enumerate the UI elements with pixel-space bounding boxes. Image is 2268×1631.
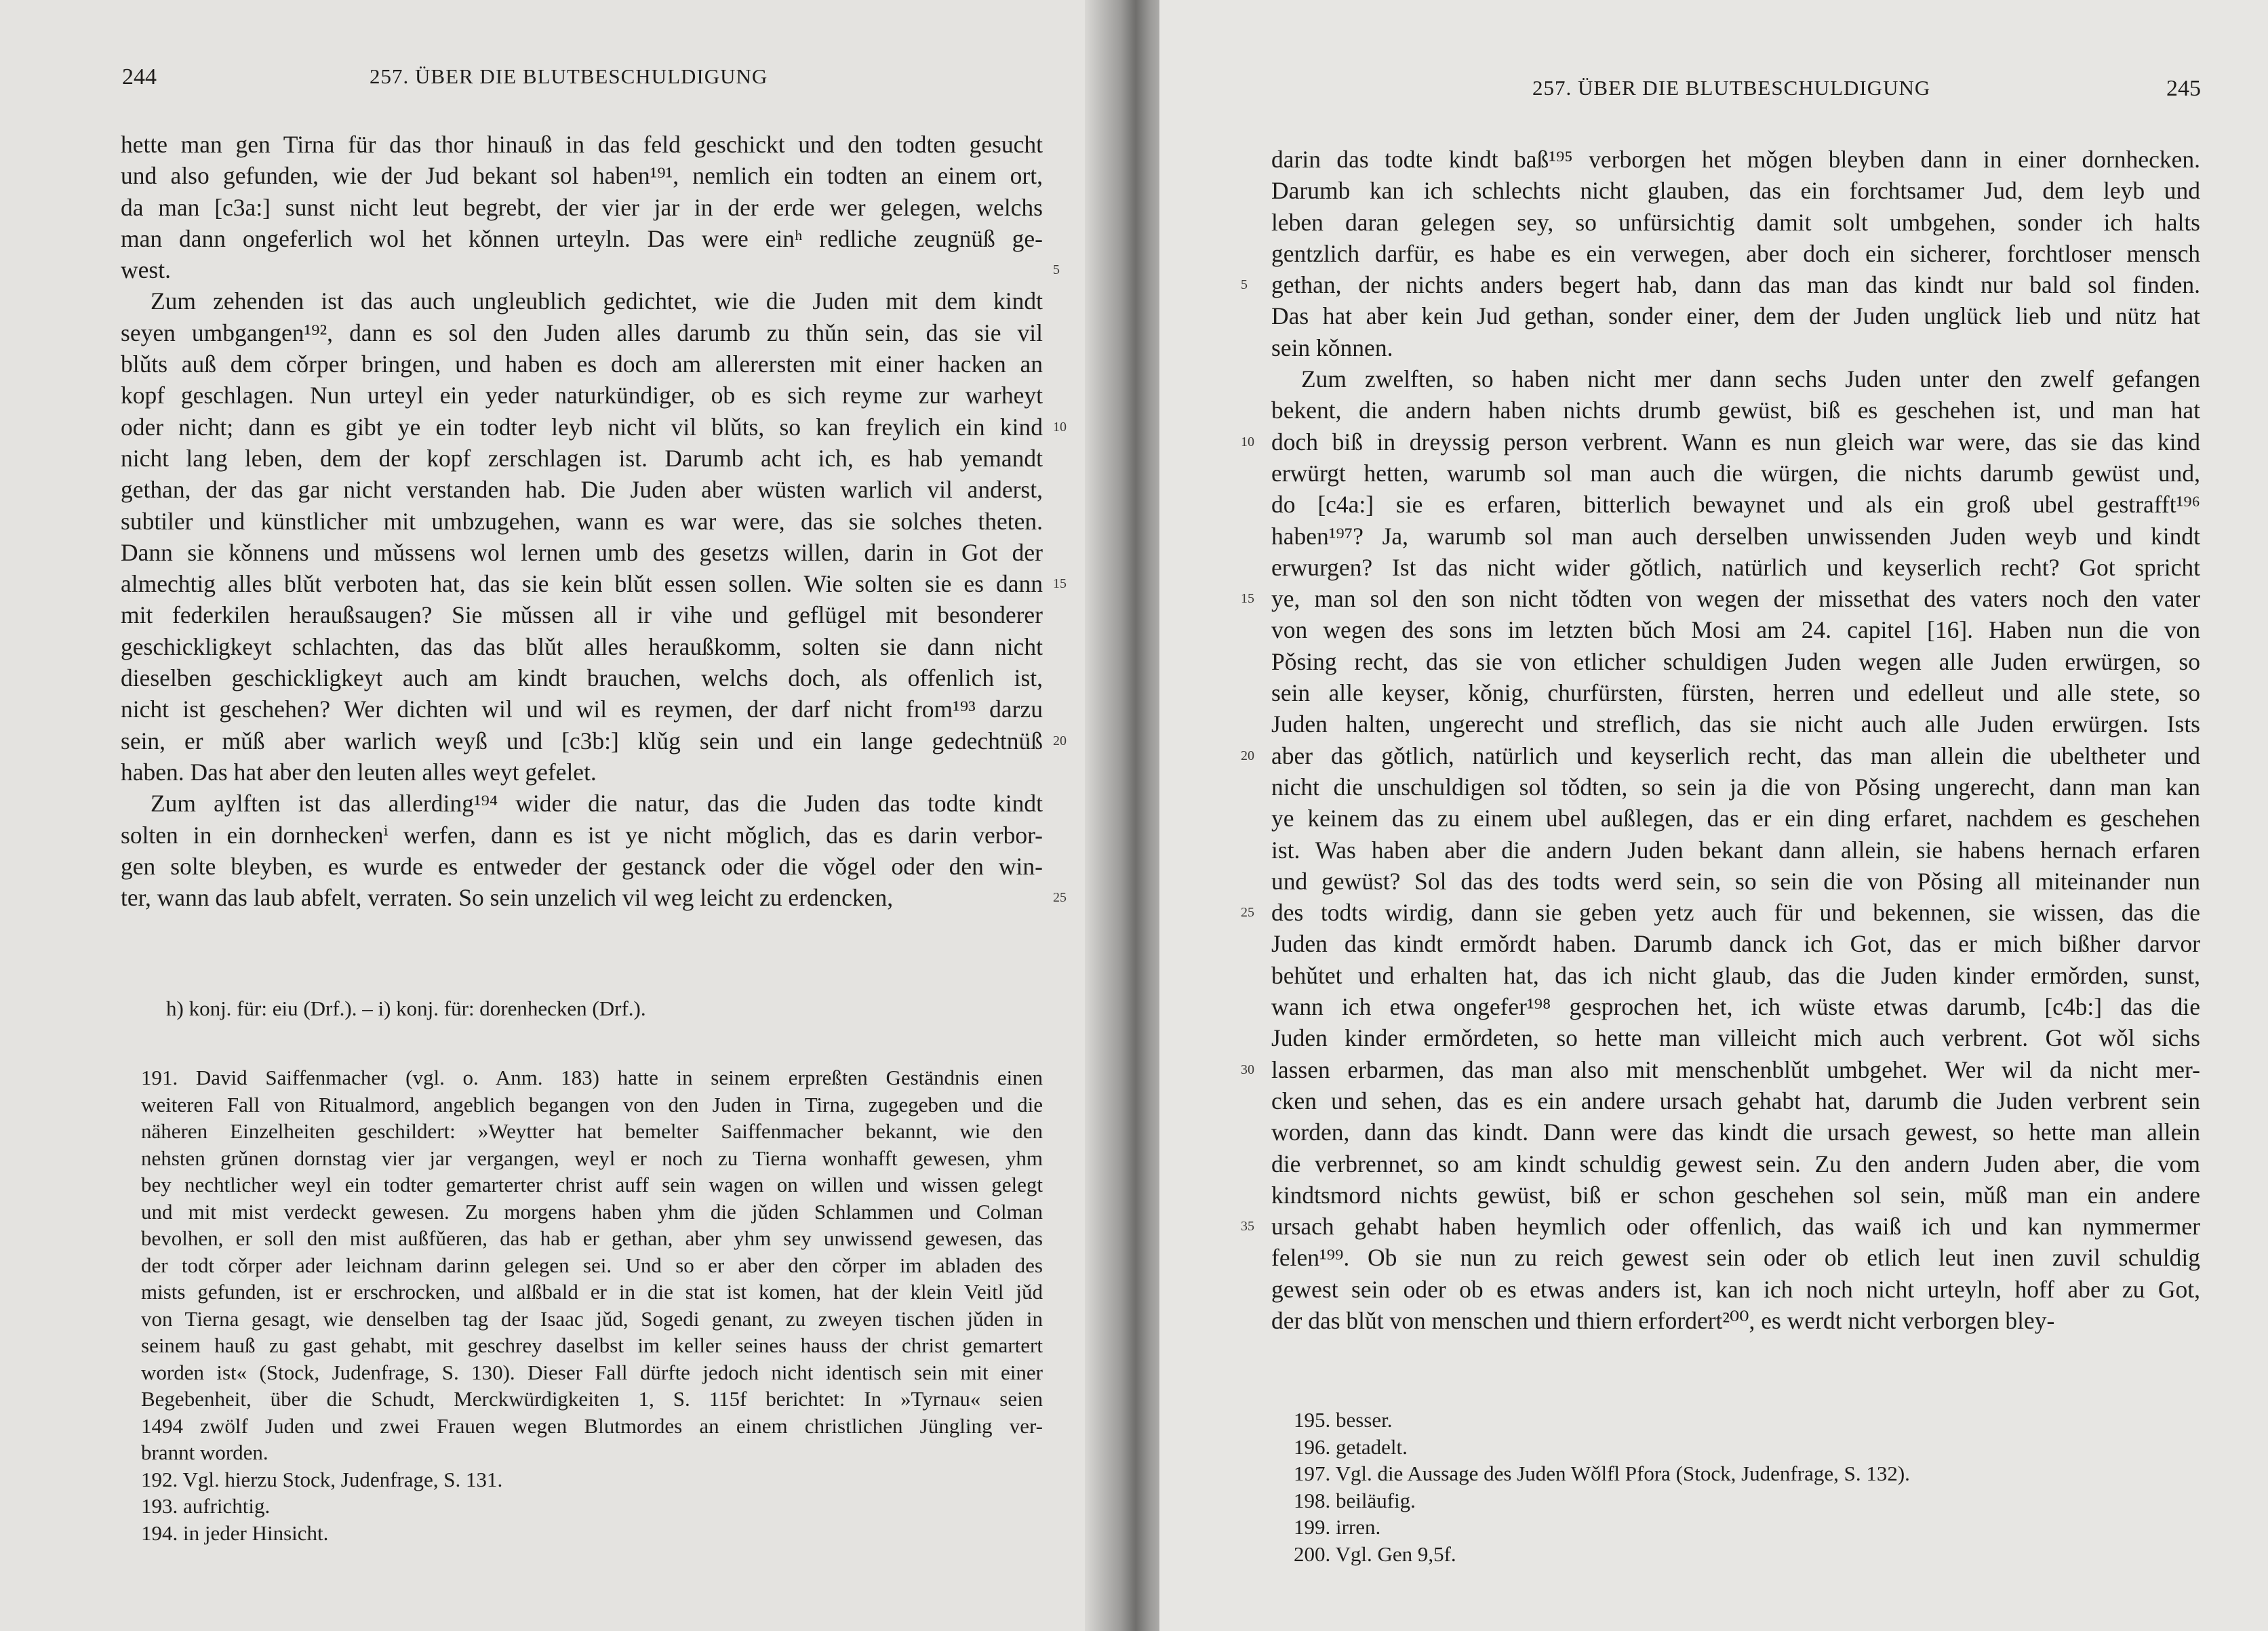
footnote-text: 192. Vgl. hierzu Stock, Judenfrage, S. 131. (141, 1467, 503, 1491)
line-number: 30 (1241, 1062, 1254, 1077)
body-line (121, 317, 1043, 348)
body-line-text: ye, man sol den son nicht tǒdten von wegen der missethat des vaters noch den vater (1271, 585, 2200, 613)
body-line (121, 380, 1043, 411)
footnote-line (141, 1171, 1043, 1199)
body-line (121, 223, 1043, 254)
body-line-text: gentzlich darfür, es habe es ein verwegen, aber doch ein sicherer, forchtloser mensch (1271, 239, 2200, 267)
body-line-text: seyen umbgangen¹⁹², dann es sol den Juden alles darumb zu thǔn sein, das sie vil (121, 319, 1043, 346)
footnote-line (141, 1091, 1043, 1119)
footnote-text: Begebenheit, über die Schudt, Merckwürdigkeiten 1, S. 115f berichtet: In »Tyrnau« seien (141, 1387, 1043, 1411)
body-line (1271, 897, 2200, 928)
body-line-text: gewest sein oder ob es etwas anders ist, kan ich noch nicht urteyln, hoff aber zu Got, (1271, 1275, 2200, 1303)
footnote-text: näheren Einzelheiten geschildert: »Weytter hat bemelter Saiffenmacher bekannt, wie den (141, 1119, 1043, 1143)
footnote-text: von Tierna gesagt, wie denselben tag der Isaac jǔd, Sogedi genant, zu zweyen tischen jǔden in (141, 1306, 1043, 1331)
body-line (1271, 866, 2200, 897)
body-line-text: hette man gen Tirna für das thor hinauß in das feld geschickt und den todten gesucht (121, 131, 1043, 158)
body-line (1271, 207, 2200, 238)
body-line (1271, 1085, 2200, 1116)
body-line (121, 820, 1043, 851)
line-number: 25 (1241, 905, 1254, 921)
left-running-head: 257. ÜBER DIE BLUTBESCHULDIGUNG (370, 64, 768, 88)
body-line-text: sein alle keyser, kǒnig, churfürsten, fürsten, herren und edelleut und alle stete, so (1271, 679, 2200, 707)
body-line-text: almechtig alles blǔt verboten hat, das sie kein blǔt essen sollen. Wie solten sie es dann (121, 570, 1043, 598)
body-line-text: haben. Das hat aber den leuten alles weyt gefelet. (121, 758, 597, 786)
line-number: 25 (1053, 890, 1067, 906)
body-line-text: kindtsmord nichts gewüst, biß er schon geschehen sol sein, mǔß man ein andere (1271, 1181, 2200, 1209)
line-number: 35 (1241, 1219, 1254, 1234)
footnote-line (141, 1118, 1043, 1145)
body-line (1271, 458, 2200, 489)
body-line (1271, 614, 2200, 645)
footnote-line (141, 1199, 1043, 1226)
body-line-text: sein, er mǔß aber warlich weyß und [c3b:] klǔg sein und ein lange gedechtnüß (121, 727, 1043, 754)
body-line (121, 693, 1043, 725)
body-line-text: ter, wann das laub abfelt, verraten. So sein unzelich vil weg leicht zu erdencken, (121, 884, 894, 912)
line-number: 5 (1241, 277, 1248, 293)
body-line (1271, 144, 2200, 175)
body-line (1271, 740, 2200, 771)
body-line-text: geschickligkeyt schlachten, das das blǔt alles heraußkomm, solten sie dann nicht (121, 632, 1043, 660)
body-line (121, 631, 1043, 662)
body-line-text: blǔts auß dem cǒrper bringen, und haben es doch am allerersten mit einer hacken an (121, 350, 1043, 378)
body-line-text: wann ich etwa ongefer¹⁹⁸ gesprochen het, ich wüste etwas darumb, [c4b:] das die (1271, 993, 2200, 1021)
footnote-text: 197. Vgl. die Aussage des Juden Wǒlfl Pfora (Stock, Judenfrage, S. 132). (1294, 1462, 1910, 1485)
footnote-text: 1494 zwölf Juden und zwei Frauen wegen Blutmordes an einem christlichen Jüngling ver- (141, 1413, 1043, 1438)
body-line (1271, 928, 2200, 959)
body-line-text: Dann sie kǒnnens und mǔssens wol lernen umb des gesetzs willen, darin in Got der (121, 538, 1043, 566)
body-line (121, 443, 1043, 474)
footnote-text: seinem hauß zu gast gehabt, mit geschrey daselbst im keller seines hauss der christ gemartert (141, 1333, 1043, 1357)
body-line (121, 192, 1043, 223)
footnote-text: 200. Vgl. Gen 9,5f. (1294, 1542, 1456, 1566)
body-line (121, 348, 1043, 380)
body-line (1271, 1148, 2200, 1180)
line-number: 10 (1053, 419, 1067, 435)
footnote-line (141, 1278, 1043, 1306)
body-line-text: lassen erbarmen, das man also mit menschenblǔt umbgehet. Wer wil da nicht mer- (1271, 1055, 2200, 1083)
body-line (1271, 1054, 2200, 1085)
line-number: 20 (1053, 733, 1067, 748)
footnote-text: mists gefunden, ist er erschrocken, und alßbald er in die stat ist komen, hat der klein Veitl jǔd (141, 1280, 1043, 1304)
footnote-text: 198. beiläufig. (1294, 1488, 1416, 1512)
body-line-text: Juden kinder ermǒrdeten, so hette man villeicht mich auch verbrent. Got wǒl sichs (1271, 1024, 2200, 1052)
body-line (1271, 834, 2200, 866)
line-number: 10 (1241, 434, 1254, 449)
body-line-text: leben daran gelegen sey, so unfürsichtig damit solt umbgehen, sonder ich halts (1271, 208, 2200, 236)
footnote-line (141, 1145, 1043, 1172)
footnote-line (141, 1466, 1043, 1493)
body-line (121, 474, 1043, 505)
body-line (1271, 395, 2200, 426)
body-line-text: subtiler und künstlicher mit umbzugehen, wann es war were, das sie solches theten. (121, 507, 1043, 535)
footnote-text: brannt worden. (141, 1441, 268, 1464)
body-line-text: erwurgen? Ist das nicht wider gǒtlich, natürlich und keyserlich recht? Got spricht (1271, 553, 2200, 581)
body-line (1271, 708, 2200, 740)
footnote-text: und mit mist verdeckt gewesen. Zu morgens haben yhm die jǔden Schlammen und Colman (141, 1199, 1043, 1224)
body-line (1271, 269, 2200, 300)
body-line (121, 757, 1043, 788)
body-line (1271, 1211, 2200, 1242)
body-line (121, 851, 1043, 882)
body-line (1271, 1180, 2200, 1211)
body-line (1271, 991, 2200, 1022)
body-line (1271, 1242, 2200, 1273)
body-line-text: kopf geschlagen. Nun urteyl ein yeder naturkündiger, ob es sich reyme zur warheyt (121, 382, 1043, 409)
footnote-line (1294, 1514, 1910, 1541)
body-line-text: gethan, der das gar nicht verstanden hab. Die Juden aber wüsten warlich vil anderst, (121, 476, 1043, 504)
body-line-text: ist. Was haben aber die andern Juden bekant dann allein, sie habens hernach erfaren (1271, 836, 2200, 864)
body-line (121, 411, 1043, 443)
left-footnotes (141, 1064, 1043, 1546)
body-line-text: gen solte bleyben, es wurde es entweder der gestanck oder die vǒgel oder den win- (121, 852, 1043, 880)
body-line (1271, 332, 2200, 363)
body-line-text: Zum aylften ist das allerding¹⁹⁴ wider die natur, das die Juden das todte kindt (151, 790, 1043, 818)
footnote-line (141, 1413, 1043, 1440)
body-line-text: worden, dann das kindt. Dann were das kindt die ursach gewest, so hette man allein (1271, 1119, 2200, 1146)
body-line (121, 129, 1043, 160)
body-line-text: sein kǒnnen. (1271, 334, 1393, 361)
body-line-text: Das hat aber kein Jud gethan, sonder einer, dem der Juden unglück lieb und nütz hat (1271, 302, 2200, 330)
body-line-text: bekent, die andern haben nichts drumb gewüst, biß es geschehen ist, und man hat (1271, 397, 2200, 424)
footnote-line (141, 1386, 1043, 1413)
body-line (1271, 552, 2200, 583)
body-line-text: der das blǔt von menschen und thiern erfordert²⁰⁰, es werdt nicht verborgen bley- (1271, 1306, 2055, 1334)
body-line-text: dieselben geschickligkeyt auch am kindt brauchen, welchs doch, als offenlich ist, (121, 664, 1043, 692)
footnote-text: 195. besser. (1294, 1408, 1393, 1432)
body-line-text: darin das todte kindt baß¹⁹⁵ verborgen het mǒgen bleyben dann in einer dornhecken. (1271, 146, 2200, 173)
footnote-text: 199. irren. (1294, 1515, 1381, 1539)
footnote-line (141, 1225, 1043, 1252)
body-line-text: nicht die unschuldigen sol tǒdten, so sein ja die von Pǒsing ungerecht, dann man kan (1271, 773, 2200, 801)
body-line (1271, 803, 2200, 834)
body-line-text: behǔtet und erhalten hat, das ich nicht glaub, das die Juden kinder ermǒrden, sunst, (1271, 961, 2200, 989)
body-line-text: gethan, der nichts anders begert hab, dann das man das kindt nur bald sol finden. (1271, 271, 2200, 299)
left-page-number: 244 (122, 64, 157, 89)
body-line (121, 506, 1043, 537)
right-page-number: 245 (2166, 76, 2201, 101)
body-line-text: nicht lang leben, dem der kopf zerschlagen ist. Darumb acht ich, es hab yemandt (121, 444, 1043, 472)
body-line (1271, 960, 2200, 991)
right-page (1159, 0, 2268, 1631)
body-line-text: Juden halten, ungerecht und streflich, das sie nicht auch alle Juden erwürgen. Ists (1271, 710, 2200, 738)
body-line (121, 662, 1043, 693)
body-line (1271, 426, 2200, 458)
body-line (121, 788, 1043, 819)
footnote-line (1294, 1460, 1910, 1487)
line-number: 15 (1241, 591, 1254, 607)
left-critical-note: h) konj. für: eiu (Drf.). – i) konj. für: dorenhecken (Drf.). (166, 996, 646, 1020)
body-line (1271, 300, 2200, 331)
footnote-line (141, 1359, 1043, 1386)
line-number: 15 (1053, 576, 1067, 592)
footnote-line (141, 1493, 1043, 1520)
body-line-text: Juden das kindt ermǒrdt haben. Darumb danck ich Got, das er mich bißher darvor (1271, 930, 2200, 958)
body-line (121, 537, 1043, 568)
body-line (1271, 238, 2200, 269)
footnote-line (141, 1252, 1043, 1279)
body-line-text: Zum zwelften, so haben nicht mer dann sechs Juden unter den zwelf gefangen (1301, 365, 2200, 393)
body-line (1271, 521, 2200, 552)
body-line (1271, 363, 2200, 395)
footnote-text: weiteren Fall von Ritualmord, angeblich begangen von den Juden in Tirna, zugegeben und die (141, 1092, 1043, 1116)
body-line-text: von wegen des sons im letzten bǔch Mosi am 24. capitel [16]. Haben nun die von (1271, 616, 2200, 644)
right-body-text (1241, 144, 2200, 1336)
body-line-text: die verbrennet, so am kindt schuldig gewest sein. Zu den andern Juden aber, die vom (1271, 1150, 2200, 1177)
footnote-line (1294, 1541, 1910, 1568)
body-line-text: do [c4a:] sie es erfaren, bitterlich bewaynet und als ein groß ubel gestrafft¹⁹⁶ (1271, 491, 2200, 519)
footnote-line (141, 1520, 1043, 1547)
body-line-text: und gewüst? Sol das des todts werd sein, so sein die von Pǒsing all miteinander nun (1271, 867, 2200, 895)
footnote-text: nehsten grǔnen dornstag vier jar vergangen, weyl er noch zu Tierna wonhafft gewesen, yhm (141, 1146, 1043, 1170)
body-line (1271, 771, 2200, 803)
footnote-line (1294, 1434, 1910, 1461)
body-line-text: oder nicht; dann es gibt ye ein todter leyb nicht vil blǔts, so kan freylich ein kind (121, 413, 1043, 441)
body-line (1271, 489, 2200, 520)
body-line (1271, 1305, 2200, 1336)
footnote-line (141, 1439, 1043, 1466)
footnote-text: bey nechtlicher weyl ein todter gemarterter christ auff sein wagen on willen und wissen gelegt (141, 1173, 1043, 1196)
body-line (1271, 175, 2200, 206)
body-line (121, 568, 1043, 599)
body-line (121, 882, 1043, 913)
body-line-text: Pǒsing recht, das sie von etlicher schuldigen Juden wegen alle Juden erwürgen, so (1271, 647, 2200, 675)
body-line-text: ursach gehabt haben heymlich oder offenlich, das waiß ich und kan nymmermer (1271, 1213, 2200, 1241)
left-body-text (121, 129, 1067, 913)
footnote-line (141, 1306, 1043, 1333)
body-line (121, 285, 1043, 317)
line-number: 20 (1241, 748, 1254, 763)
left-page (0, 0, 1112, 1631)
body-line (1271, 1022, 2200, 1053)
body-line-text: und also gefunden, wie der Jud bekant sol haben¹⁹¹, nemlich ein todten an einem ort, (121, 162, 1043, 190)
right-running-head: 257. ÜBER DIE BLUTBESCHULDIGUNG (1532, 76, 1931, 100)
footnote-text: 194. in jeder Hinsicht. (141, 1521, 329, 1545)
body-line (1271, 1274, 2200, 1305)
body-line (121, 599, 1043, 630)
body-line (121, 160, 1043, 191)
footnote-text: bevolhen, er soll den mist außfǔeren, das hab er gethan, aber yhm sey unwissend gewesen, das (141, 1226, 1043, 1250)
body-line-text: da man [c3a:] sunst nicht leut begrebt, der vier jar in der erde wer gelegen, welchs (121, 193, 1043, 221)
line-number: 5 (1053, 262, 1060, 278)
body-line-text: nicht ist geschehen? Wer dichten wil und wil es reymen, der darf nicht from¹⁹³ darzu (121, 696, 1043, 723)
body-line-text: haben¹⁹⁷? Ja, warumb sol man auch derselben unwissenden Juden weyb und kindt (1271, 522, 2200, 550)
footnote-text: 193. aufrichtig. (141, 1494, 271, 1518)
body-line (1271, 646, 2200, 677)
body-line-text: doch biß in dreyssig person verbrent. Wann es nun gleich war were, das sie das kind (1271, 428, 2200, 456)
body-line-text: man dann ongeferlich wol het kǒnnen urteyln. Das were einʰ redliche zeugnüß ge- (121, 224, 1043, 252)
footnote-line (1294, 1407, 1910, 1434)
body-line (1271, 583, 2200, 614)
body-line-text: erwürgt hetten, warumb sol man auch die würgen, die nichts darumb gewüst und, (1271, 459, 2200, 487)
body-line-text: Darumb kan ich schlechts nicht glauben, das ein forchtsamer Jud, dem leyb und (1271, 177, 2200, 205)
body-line-text: Zum zehenden ist das auch ungleublich gedichtet, wie die Juden mit dem kindt (151, 287, 1043, 315)
body-line-text: west. (121, 256, 171, 284)
footnote-line (1294, 1487, 1910, 1514)
body-line-text: solten in ein dornheckenⁱ werfen, dann es ist ye nicht mǒglich, das es darin verbor- (121, 821, 1043, 849)
footnote-line (141, 1064, 1043, 1091)
body-line-text: cken und sehen, das es ein andere ursach gehabt hat, darumb die Juden verbrent sein (1271, 1087, 2200, 1114)
body-line-text: des todts wirdig, dann sie geben yetz auch für und bekennen, sie wissen, das die (1271, 899, 2200, 927)
body-line (121, 254, 1043, 285)
body-line (1271, 1116, 2200, 1148)
body-line-text: aber das gǒtlich, natürlich und keyserlich recht, das man allein die ubeltheter und (1271, 742, 2200, 769)
footnote-text: 191. David Saiffenmacher (vgl. o. Anm. 183) hatte in seinem erpreßten Geständnis einen (141, 1066, 1043, 1089)
footnote-text: der todt cǒrper ader leichnam darinn gelegen sei. Und so er aber den cǒrper im abladen des (141, 1253, 1043, 1277)
footnote-text: 196. getadelt. (1294, 1434, 1408, 1459)
right-footnotes (1294, 1407, 1910, 1567)
body-line (121, 725, 1043, 757)
footnote-line (141, 1332, 1043, 1359)
body-line-text: ye keinem das zu einem ubel außlegen, das er ein ding erfaret, nachdem es geschehen (1271, 805, 2200, 832)
body-line-text: mit federkilen heraußsaugen? Sie mǔssen all ir vihe und geflügel mit besonderer (121, 601, 1043, 629)
body-line (1271, 677, 2200, 708)
footnote-text: worden ist« (Stock, Judenfrage, S. 130). Dieser Fall dürfte jedoch nicht identisch sein mit einer (141, 1360, 1043, 1384)
body-line-text: felen¹⁹⁹. Ob sie nun zu reich gewest sein oder ob etlich leut inen zuvil schuldig (1271, 1244, 2200, 1272)
